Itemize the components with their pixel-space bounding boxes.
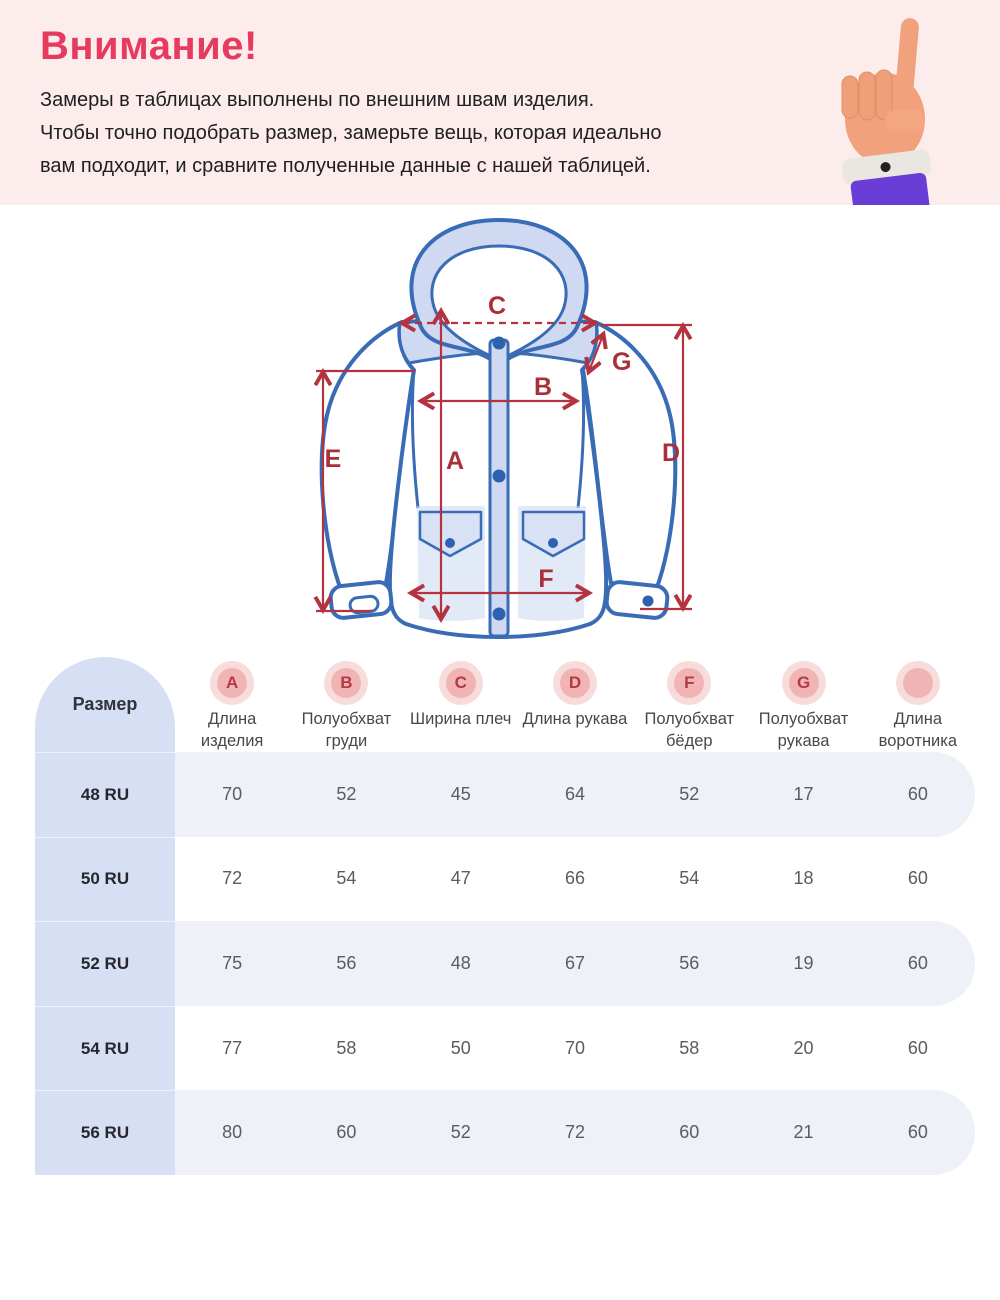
value-cell: 77: [222, 1037, 243, 1058]
value-cell: 58: [679, 1037, 700, 1058]
value-cell: 60: [907, 1122, 928, 1143]
measure-label-f: F: [538, 565, 554, 593]
row-values: [175, 1090, 975, 1175]
value-cell: 60: [907, 952, 928, 973]
badge-g: G: [782, 661, 826, 705]
size-column-header: Размер: [72, 694, 138, 714]
value-cell: 70: [222, 783, 243, 804]
banner-text-line: Замеры в таблицах выполнены по внешним швам изделия.: [40, 89, 595, 111]
table-row: [35, 1090, 975, 1175]
value-cell: 18: [793, 868, 814, 889]
size-cell: 48 RU: [35, 752, 175, 837]
col-header-a: A Длина изделия: [175, 657, 289, 752]
col-header-d: D Длина рукава: [518, 657, 632, 752]
col-header-g: G Полуобхват рукава: [746, 657, 860, 752]
value-cell: 72: [564, 1122, 585, 1143]
attention-banner: [0, 0, 1000, 205]
measure-label-b: B: [533, 373, 553, 401]
badge-f: F: [667, 661, 711, 705]
badge-c: C: [439, 661, 483, 705]
measure-label-d: D: [661, 439, 681, 467]
measure-label-a: A: [445, 447, 465, 475]
table-header: [175, 657, 975, 752]
value-cell: 54: [679, 868, 700, 889]
value-cell: 56: [336, 952, 357, 973]
col-header-f: F Полуобхват бёдер: [632, 657, 746, 752]
value-cell: 56: [679, 952, 700, 973]
value-cell: 20: [793, 1037, 814, 1058]
value-cell: 52: [679, 783, 700, 804]
value-cell: 60: [679, 1122, 700, 1143]
value-cell: 52: [336, 783, 357, 804]
col-header-b: B Полуобхват груди: [289, 657, 403, 752]
pointing-up-hand-icon: [830, 14, 945, 205]
value-cell: 66: [564, 868, 585, 889]
value-cell: 60: [907, 783, 928, 804]
badge-collar: [896, 661, 940, 705]
value-cell: 19: [793, 952, 814, 973]
value-cell: 64: [564, 783, 585, 804]
value-cell: 80: [222, 1122, 243, 1143]
size-cell: 50 RU: [35, 837, 175, 922]
col-header-c: C Ширина плеч: [404, 657, 518, 752]
size-cell: 54 RU: [35, 1006, 175, 1091]
measure-label-g: G: [612, 348, 632, 376]
value-cell: 45: [450, 783, 471, 804]
row-values: [175, 921, 975, 1006]
measure-label-c: C: [487, 292, 507, 320]
banner-text-line: вам подходит, и сравните полученные данные с нашей таблицей.: [40, 155, 651, 177]
value-cell: 21: [793, 1122, 814, 1143]
page-title: Внимание!: [40, 24, 258, 68]
size-cell: 56 RU: [35, 1090, 175, 1175]
value-cell: 60: [336, 1122, 357, 1143]
measure-label-e: E: [324, 445, 342, 473]
banner-text: [40, 84, 662, 183]
value-cell: 52: [450, 1122, 471, 1143]
badge-a: A: [210, 661, 254, 705]
value-cell: 48: [450, 952, 471, 973]
value-cell: 60: [907, 1037, 928, 1058]
table-row: [35, 1006, 975, 1091]
size-cell: 52 RU: [35, 921, 175, 1006]
value-cell: 72: [222, 868, 243, 889]
col-header-collar: Длина воротника: [861, 657, 975, 752]
jacket-diagram: [0, 210, 1000, 650]
row-values: [175, 837, 975, 922]
value-cell: 47: [450, 868, 471, 889]
jacket-placket: [490, 337, 508, 637]
table-row: [35, 752, 975, 837]
badge-b: B: [324, 661, 368, 705]
banner-text-line: Чтобы точно подобрать размер, замерьте вещь, которая идеально: [40, 122, 662, 144]
row-values: [175, 752, 975, 837]
value-cell: 50: [450, 1037, 471, 1058]
value-cell: 75: [222, 952, 243, 973]
value-cell: 58: [336, 1037, 357, 1058]
value-cell: 60: [907, 868, 928, 889]
jacket-measurement-diagram: [0, 210, 1000, 650]
value-cell: 67: [564, 952, 585, 973]
badge-d: D: [553, 661, 597, 705]
row-values: [175, 1006, 975, 1091]
table-row: [35, 837, 975, 922]
value-cell: 17: [793, 783, 814, 804]
value-cell: 70: [564, 1037, 585, 1058]
value-cell: 54: [336, 868, 357, 889]
table-row: [35, 921, 975, 1006]
table-body: [35, 752, 975, 1175]
size-table: [35, 657, 975, 1175]
